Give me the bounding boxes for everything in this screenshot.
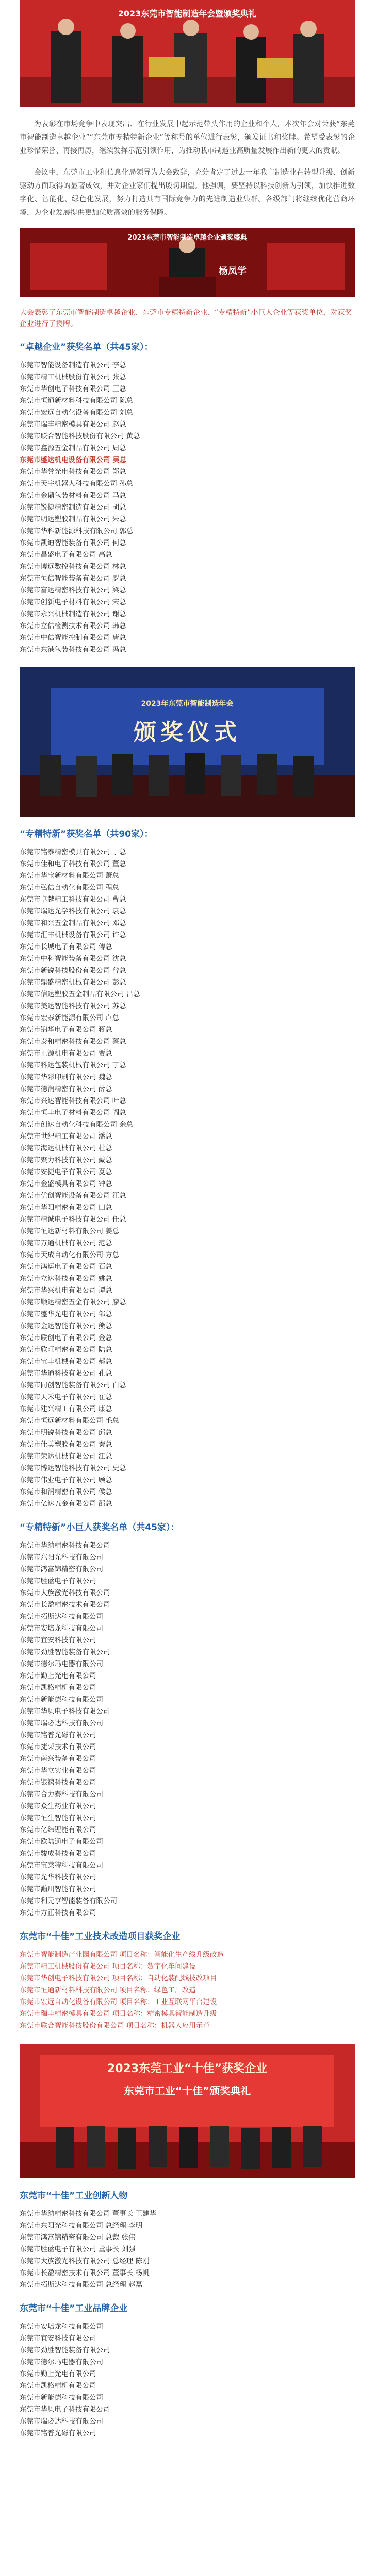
list-item: 东莞市恒达新材料有限公司 姜总 xyxy=(20,1227,120,1235)
list-item: 东莞市金鼎包装材料有限公司 马总 xyxy=(20,492,126,500)
list-item: 东莞市联合智能科技股份有限公司 黄总 xyxy=(20,432,140,440)
list-item: 东莞市精工机械股份有限公司 项目名称：数字化车间建设 xyxy=(20,1962,196,1971)
list-item: 东莞市佳和电子科技有限公司 董总 xyxy=(20,860,126,868)
list-item: 东莞市大族激光科技有限公司 总经理 陈刚 xyxy=(20,2257,150,2265)
list-item: 东莞市顺达精密五金有限公司 廖总 xyxy=(20,1298,126,1307)
top-ten-title: 东莞市工业“十佳”颁奖典礼 xyxy=(123,2084,251,2097)
list-item: 东莞市瑞必达科技有限公司 xyxy=(20,1719,103,1727)
photo-top-ten-ceremony xyxy=(20,2044,355,2178)
photo-award-ceremony xyxy=(20,667,355,817)
list-item: 东莞市亿纬锂能有限公司 xyxy=(20,1826,96,1834)
list-item: 东莞市美达智能科技有限公司 苏总 xyxy=(20,1002,126,1010)
list-item: 东莞市建兴精工有限公司 康总 xyxy=(20,1405,112,1413)
list-item: 东莞市华誉光电科技有限公司 郑总 xyxy=(20,468,126,476)
award-list-5 xyxy=(20,2208,355,2291)
photo-speaker xyxy=(20,228,355,297)
list-item: 东莞市宏远自动化设备有限公司 刘总 xyxy=(20,409,134,417)
award-list-3 xyxy=(20,1540,355,1919)
list-item: 东莞市华纳精密科技有限公司 董事长 王建华 xyxy=(20,2210,157,2218)
list-item: 东莞市荣达机械有限公司 江总 xyxy=(20,1452,112,1461)
list-item: 东莞市精工机械股份有限公司 张总 xyxy=(20,373,126,381)
list-item: 东莞市亿达五金有限公司 邵总 xyxy=(20,1500,112,1508)
list-item: 东莞市华彩印刷有限公司 魏总 xyxy=(20,1073,112,1081)
list-item: 东莞市金达智能有限公司 熊总 xyxy=(20,1322,112,1330)
list-item: 东莞市华贝电子科技有限公司 xyxy=(20,1707,110,1716)
list-item: 东莞市骏成科技有限公司 xyxy=(20,1850,96,1858)
list-item: 东莞市恒通新材料科技有限公司 项目名称：绿色工厂改造 xyxy=(20,1986,196,1994)
list-item: 东莞市富达精密科技有限公司 梁总 xyxy=(20,586,126,595)
list-item: 东莞市欣旺精密有限公司 陆总 xyxy=(20,1346,112,1354)
list-item: 东莞市南兴装备有限公司 xyxy=(20,1755,96,1763)
list-item: 东莞市东阳光科技有限公司 总经理 李明 xyxy=(20,2222,143,2230)
list-item: 东莞市拓斯达科技有限公司 总经理 赵磊 xyxy=(20,2281,143,2289)
award-list-6 xyxy=(20,2321,355,2439)
photo-stage-text: 2023东莞市智能制造年会暨颁奖典礼 xyxy=(118,9,257,19)
list-item: 东莞市铭泰精密模具有限公司 于总 xyxy=(20,848,126,856)
list-item: 东莞市佳美塑胶有限公司 秦总 xyxy=(20,1440,112,1449)
list-item: 东莞市盛达机电设备有限公司 吴总 xyxy=(20,456,127,464)
list-item: 东莞市华阳精密有限公司 田总 xyxy=(20,1204,112,1212)
list-item: 东莞市锦华电子有限公司 蒋总 xyxy=(20,1026,112,1034)
list-item: 东莞市瑞丰精密模具有限公司 赵总 xyxy=(20,420,126,429)
list-item: 东莞市瑞丰精密模具有限公司 项目名称：精密模具智能制造升级 xyxy=(20,2010,217,2018)
list-item: 东莞市弘信自动化有限公司 程总 xyxy=(20,884,120,892)
top-ten-top-text: 2023东莞工业“十佳”获奖企业 xyxy=(107,2062,268,2075)
award-list-1 xyxy=(20,360,355,656)
list-item: 东莞市华创电子科技有限公司 王总 xyxy=(20,385,126,393)
list-item: 东莞市恒丰电子材料有限公司 阎总 xyxy=(20,1109,126,1117)
list-item: 东莞市和兴五金制品有限公司 邓总 xyxy=(20,919,126,927)
section-title: “专精特新”获奖名单（共90家）： xyxy=(20,829,153,839)
list-item: 东莞市天宇机器人科技有限公司 孙总 xyxy=(20,480,134,488)
list-item: 东莞市正源机电有限公司 贾总 xyxy=(20,1049,112,1058)
list-item: 东莞市恒生智能有限公司 xyxy=(20,1814,96,1822)
section-title: “卓越企业”获奖名单（共45家）： xyxy=(20,342,153,352)
list-item: 东莞市安培龙科技有限公司 xyxy=(20,2323,103,2331)
list-item: 东莞市鑫源五金制品有限公司 周总 xyxy=(20,444,126,452)
list-item: 东莞市安培龙科技有限公司 xyxy=(20,1624,103,1633)
list-item: 东莞市新能德科技有限公司 xyxy=(20,1696,103,1704)
list-item: 东莞市银禧科技有限公司 xyxy=(20,1778,96,1787)
list-item: 东莞市合力泰科技有限公司 xyxy=(20,1790,103,1799)
list-item: 东莞市德尔玛电器有限公司 xyxy=(20,2358,103,2366)
intro-paragraph: 为表彰在市场竞争中表现突出、在行业发展中起示范带头作用的企业和个人，本次年会对荣获“东莞市智能制造卓越企业”“东莞市专精特新企业”等称号的单位进行表彰，颁发证书和奖牌。希望受表彰的企业珍惜荣誉、再接再厉，继续发挥示范引领作用，为推动我市制造业高质量发展作出新的更大的贡献。 xyxy=(20,120,355,155)
list-item: 东莞市东阳光科技有限公司 xyxy=(20,1553,103,1562)
list-item: 东莞市华科新能源科技有限公司 郭总 xyxy=(20,527,134,535)
lead-text: 大会表彰了东莞市智能制造卓越企业、东莞市专精特新企业、“专精特新”小巨人企业等获奖单位，对获奖企业进行了授牌。 xyxy=(20,309,352,328)
speaker-stage-text: 2023东莞市智能制造卓越企业颁奖盛典 xyxy=(127,234,247,242)
list-item: 东莞市长盈精密技术有限公司 xyxy=(20,1601,110,1609)
list-item: 东莞市宏远自动化设备有限公司 项目名称：工业互联网平台建设 xyxy=(20,1998,217,2006)
list-item: 东莞市科达包装机械有限公司 丁总 xyxy=(20,1061,126,1070)
list-item: 东莞市凯迪智能装备有限公司 何总 xyxy=(20,539,126,547)
award-list-2 xyxy=(20,846,355,1510)
list-item: 东莞市恒通新材料科技有限公司 陈总 xyxy=(20,397,134,405)
list-item: 东莞市锐捷精密制造有限公司 胡总 xyxy=(20,503,126,512)
article-content xyxy=(20,0,355,2439)
list-item: 东莞市东港包装科技有限公司 冯总 xyxy=(20,646,126,654)
list-item: 东莞市海达机械有限公司 杜总 xyxy=(20,1144,112,1153)
list-item: 东莞市光华科技有限公司 xyxy=(20,1873,96,1882)
list-item: 东莞市凯格精机有限公司 xyxy=(20,1684,96,1692)
list-item: 东莞市智能制造产业园有限公司 项目名称：智能化生产线升级改造 xyxy=(20,1951,224,1959)
list-item: 东莞市胜蓝电子有限公司 董事长 刘强 xyxy=(20,2245,136,2253)
list-item: 东莞市胜蓝电子有限公司 xyxy=(20,1577,96,1585)
list-item: 东莞市中信智能控制有限公司 唐总 xyxy=(20,634,126,642)
list-item: 东莞市利元亨智能装备有限公司 xyxy=(20,1897,117,1905)
list-item: 东莞市华创电子科技有限公司 项目名称：自动化装配线技改项目 xyxy=(20,1974,217,1982)
list-item: 东莞市同创智能装备有限公司 白总 xyxy=(20,1381,126,1389)
list-item: 东莞市新能德科技有限公司 xyxy=(20,2394,103,2402)
list-item: 东莞市华贝电子科技有限公司 xyxy=(20,2405,110,2414)
list-item: 东莞市宝莱特科技有限公司 xyxy=(20,1861,103,1870)
list-item: 东莞市精诚电子科技有限公司 任总 xyxy=(20,1215,126,1224)
list-item: 东莞市恒远新材料有限公司 毛总 xyxy=(20,1417,120,1425)
list-item: 东莞市智能设备制造有限公司 李总 xyxy=(20,361,126,369)
list-item: 东莞市众生药业有限公司 xyxy=(20,1802,96,1810)
list-item: 东莞市方正科技有限公司 xyxy=(20,1909,96,1917)
list-item: 东莞市劲胜智能装备有限公司 xyxy=(20,2346,110,2354)
list-item: 东莞市拓斯达科技有限公司 xyxy=(20,1613,103,1621)
speech-paragraph: 会议中，东莞市工业和信息化局领导为大会致辞，充分肯定了过去一年我市制造业在转型升级、创新驱动方面取得的显著成效，并对企业家们提出殷切期望。他强调，要坚持以科技创新为引领，加快推进数字化、智能化、绿色化发展，努力打造具有国际竞争力的先进制造业集群。各级部门将继续优化营商环境，为企业发展提供更加优质高效的服务保障。 xyxy=(20,168,355,217)
speaker-name: 杨凤学 xyxy=(219,266,247,277)
list-item: 东莞市华宝新材料有限公司 萧总 xyxy=(20,872,120,880)
list-item: 东莞市金盛模具有限公司 钟总 xyxy=(20,1180,112,1188)
photo-award-presentation xyxy=(20,0,355,107)
list-item: 东莞市勤上光电有限公司 xyxy=(20,2370,96,2378)
list-item: 东莞市卓越精工科技有限公司 曹总 xyxy=(20,895,126,904)
list-item: 东莞市立达科技有限公司 姚总 xyxy=(20,1275,112,1283)
list-item: 东莞市万通机械有限公司 范总 xyxy=(20,1239,112,1247)
section-title: 东莞市“十佳”工业创新人物 xyxy=(20,2191,128,2201)
list-item: 东莞市明锐科技有限公司 邱总 xyxy=(20,1429,112,1437)
list-item: 东莞市瑞达光学科技有限公司 袁总 xyxy=(20,907,126,916)
list-item: 东莞市宜安科技有限公司 xyxy=(20,2334,96,2343)
list-item: 东莞市铭普光磁有限公司 xyxy=(20,1731,96,1739)
list-item: 东莞市恒信智能装备有限公司 罗总 xyxy=(20,574,126,583)
list-item: 东莞市和润精密有限公司 侯总 xyxy=(20,1488,112,1496)
list-item: 东莞市立信检测技术有限公司 韩总 xyxy=(20,622,126,630)
list-item: 东莞市华纳精密科技有限公司 xyxy=(20,1541,110,1550)
list-item: 东莞市劲胜智能装备有限公司 xyxy=(20,1648,110,1656)
list-item: 东莞市新锐科技股份有限公司 曾总 xyxy=(20,967,126,975)
list-item: 东莞市凯格精机有限公司 xyxy=(20,2382,96,2390)
list-item: 东莞市长城电子有限公司 傅总 xyxy=(20,943,112,951)
list-item: 东莞市中科智能装备有限公司 沈总 xyxy=(20,955,126,963)
ceremony-title: 颁奖仪式 xyxy=(134,719,241,745)
list-item: 东莞市瑞必达科技有限公司 xyxy=(20,2417,103,2426)
list-item: 东莞市创新电子材料有限公司 宋总 xyxy=(20,598,126,606)
list-item: 东莞市铭普光磁有限公司 xyxy=(20,2429,96,2437)
ceremony-top-text: 2023年东莞市智能制造年会 xyxy=(141,700,234,708)
list-item: 东莞市泰和精密科技有限公司 蔡总 xyxy=(20,1038,126,1046)
list-item: 东莞市鼎盛精密机械有限公司 彭总 xyxy=(20,978,126,987)
section-title: “专精特新”小巨人获奖名单（共45家）： xyxy=(20,1522,179,1533)
list-item: 东莞市信达塑胶五金制品有限公司 吕总 xyxy=(20,990,140,998)
section-title: 东莞市“十佳”工业品牌企业 xyxy=(20,2303,128,2314)
list-item: 东莞市优创智能设备有限公司 汪总 xyxy=(20,1192,126,1200)
list-item: 东莞市博达智能科技有限公司 史总 xyxy=(20,1464,126,1472)
list-item: 东莞市宏泰新能源有限公司 卢总 xyxy=(20,1014,120,1022)
list-item: 东莞市兴达智能科技有限公司 叶总 xyxy=(20,1097,126,1105)
list-item: 东莞市明达塑胶制品有限公司 朱总 xyxy=(20,515,126,523)
list-item: 东莞市大族激光科技有限公司 xyxy=(20,1589,110,1597)
list-item: 东莞市博远数控科技有限公司 林总 xyxy=(20,563,126,571)
list-item: 东莞市天成自动化有限公司 方总 xyxy=(20,1251,120,1259)
list-item: 东莞市创达自动化科技有限公司 余总 xyxy=(20,1121,134,1129)
list-item: 东莞市华立实业有限公司 xyxy=(20,1767,96,1775)
list-item: 东莞市永兴机械制造有限公司 谢总 xyxy=(20,610,126,618)
section-title: 东莞市“十佳”工业技术改造项目获奖企业 xyxy=(20,1931,181,1942)
list-item: 东莞市盛华光电有限公司 邹总 xyxy=(20,1310,112,1318)
list-item: 东莞市联合智能科技股份有限公司 项目名称：机器人应用示范 xyxy=(20,2022,210,2030)
award-list-4 xyxy=(20,1949,355,2032)
list-item: 东莞市聚力科技有限公司 戴总 xyxy=(20,1156,112,1164)
list-item: 东莞市德尔玛电器有限公司 xyxy=(20,1660,103,1668)
list-item: 东莞市长盈精密技术有限公司 董事长 杨帆 xyxy=(20,2269,150,2277)
list-item: 东莞市伟业电子有限公司 顾总 xyxy=(20,1476,112,1484)
list-item: 东莞市德润精密有限公司 薛总 xyxy=(20,1085,112,1093)
list-item: 东莞市昌盛电子有限公司 高总 xyxy=(20,551,112,559)
list-item: 东莞市宜安科技有限公司 xyxy=(20,1636,96,1645)
list-item: 东莞市天禾电子有限公司 崔总 xyxy=(20,1393,112,1401)
list-item: 东莞市宝丰机械有限公司 郝总 xyxy=(20,1358,112,1366)
list-item: 东莞市欧陆通电子有限公司 xyxy=(20,1838,103,1846)
list-item: 东莞市世纪精工有限公司 潘总 xyxy=(20,1132,112,1141)
list-item: 东莞市勤上光电有限公司 xyxy=(20,1672,96,1680)
list-item: 东莞市鸿富锦精密有限公司 总裁 张伟 xyxy=(20,2233,136,2242)
list-item: 东莞市华通科技有限公司 孔总 xyxy=(20,1369,112,1378)
list-item: 东莞市安捷电子有限公司 夏总 xyxy=(20,1168,112,1176)
list-item: 东莞市捷荣技术有限公司 xyxy=(20,1743,96,1751)
list-item: 东莞市联创电子有限公司 金总 xyxy=(20,1334,112,1342)
list-item: 东莞市华兴机电有限公司 谭总 xyxy=(20,1286,112,1295)
list-item: 东莞市鸿运电子有限公司 石总 xyxy=(20,1263,112,1271)
list-item: 东莞市瀚川智能有限公司 xyxy=(20,1885,96,1893)
list-item: 东莞市鸿富锦精密有限公司 xyxy=(20,1565,103,1573)
list-item: 东莞市汇丰机械设备有限公司 许总 xyxy=(20,931,126,939)
